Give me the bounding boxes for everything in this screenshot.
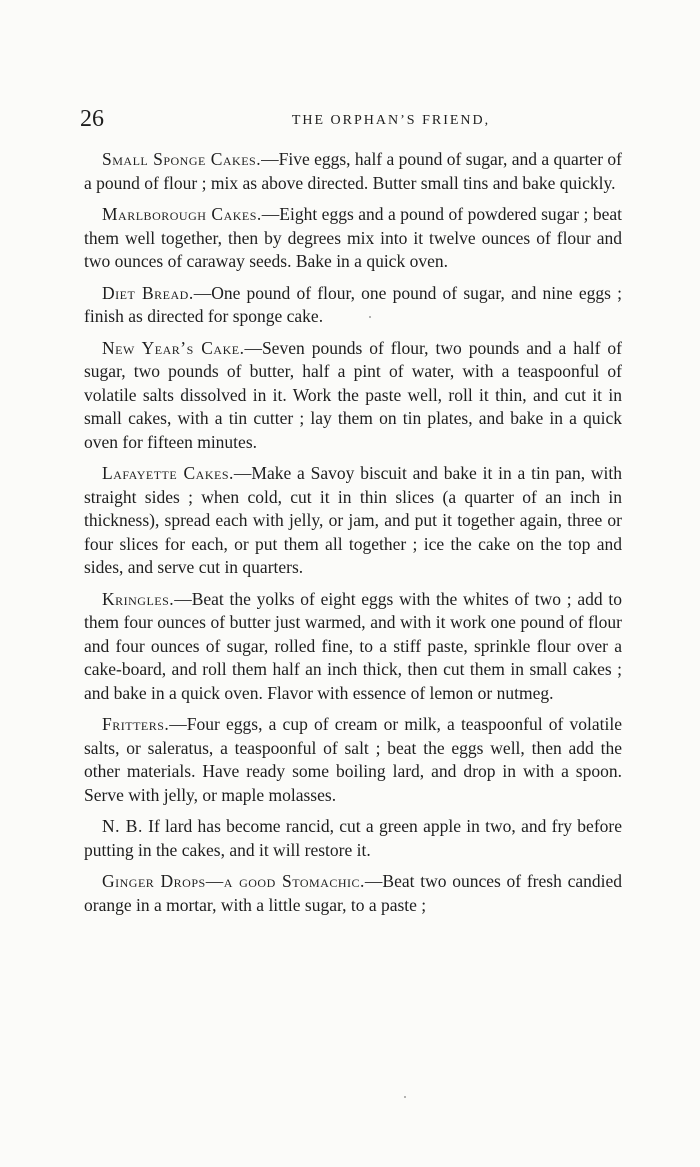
note-text: If lard has become rancid, cut a green apple in two, and fry before putting in the cakes, and it will restore it. <box>84 816 622 860</box>
paper-speck <box>404 1096 406 1098</box>
recipe-title: Kringles. <box>102 588 175 609</box>
recipe-text: —Four eggs, a cup of cream or milk, a teaspoonful of volatile salts, or saleratus, a teaspoonful of salt ; beat the eggs well, then add the other materials. Have ready some boiling lard, and drop in with a spoon. Serve with jelly, or maple molasses. <box>84 714 622 805</box>
note-title: N. B. <box>102 816 143 836</box>
recipe-title: Marlborough Cakes. <box>102 204 262 224</box>
page-number: 26 <box>80 106 104 132</box>
recipe-title: Ginger Drops—a good Stomachic. <box>102 871 365 891</box>
recipe-title: New Year’s Cake. <box>102 337 245 358</box>
running-head: THE ORPHAN’S FRIEND, <box>291 113 491 128</box>
recipe-ginger-drops <box>84 870 622 917</box>
recipe-text: —Make a Savoy biscuit and bake it in a tin pan, with straight sides ; when cold, cut it in thin slices (a quarter of an inch in thickness), spread each with jelly, or jam, and put it together again, three or four slices for each, or put them all together ; ice the cake on the top and sides, and serve cut in quarters. <box>84 463 622 577</box>
note-nb <box>84 815 622 862</box>
page-body <box>84 148 622 925</box>
recipe-fritters <box>84 713 622 807</box>
recipe-text: —Eight eggs and a pound of powdered sugar ; beat them well together, then by degrees mix into it twelve ounces of flour and two ounces of caraway seeds. Bake in a quick oven. <box>84 204 622 271</box>
recipe-marlborough-cakes <box>84 203 622 274</box>
recipe-title: Small Sponge Cakes. <box>102 149 262 169</box>
recipe-lafayette-cakes <box>84 462 622 580</box>
recipe-small-sponge-cakes <box>84 148 622 195</box>
page-header <box>80 104 622 134</box>
recipe-title: Lafayette Cakes. <box>102 463 234 483</box>
recipe-text: —Beat the yolks of eight eggs with the whites of two ; add to them four ounces of butter just warmed, and with it work one pound of flour and four ounces of sugar, rolled fine, to a stiff paste, sprinkle flour over a cake-board, and roll them half an inch thick, then cut them in small cakes ; and bake in a quick oven. Flavor with essence of lemon or nutmeg. <box>84 588 622 703</box>
recipe-kringles <box>84 588 622 706</box>
recipe-new-years-cake <box>84 337 622 455</box>
paper-speck <box>369 316 371 318</box>
recipe-text: —Five eggs, half a pound of sugar, and a quarter of a pound of flour ; mix as above directed. Butter small tins and bake quickly. <box>84 149 622 193</box>
recipe-diet-bread <box>84 282 622 329</box>
recipe-text: —Seven pounds of flour, two pounds and a half of sugar, two pounds of butter, half a pint of water, with a teaspoonful of volatile salts dissolved in it. Work the paste well, roll it thin, and cut it in small cakes, with a tin cutter ; lay them on tin plates, and bake in a quick oven for fifteen minutes. <box>84 337 622 452</box>
recipe-title: Fritters. <box>102 714 170 734</box>
recipe-text: —Beat two ounces of fresh candied orange in a mortar, with a little sugar, to a paste ; <box>84 871 622 915</box>
recipe-text: —One pound of flour, one pound of sugar, and nine eggs ; finish as directed for sponge cake. <box>84 282 622 326</box>
recipe-title: Diet Bread. <box>102 282 194 303</box>
